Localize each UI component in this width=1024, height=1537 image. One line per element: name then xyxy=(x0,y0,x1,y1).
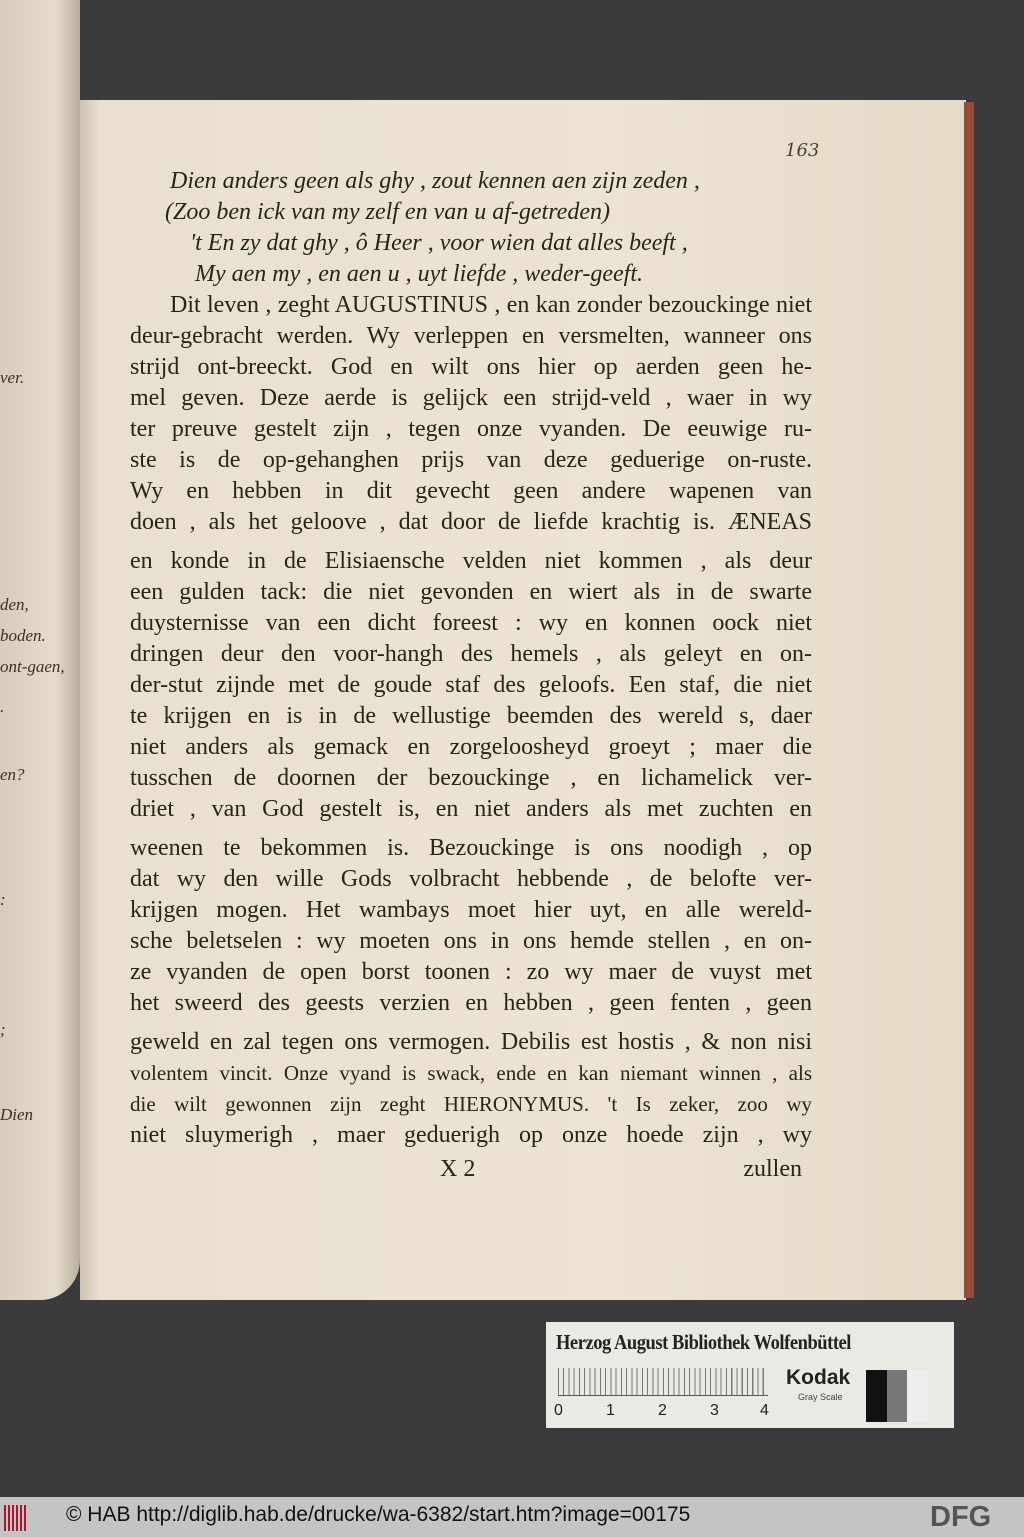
catchword: zullen xyxy=(743,1156,802,1182)
text-line: weenen te bekommen is. Bezouckinge is ons noodigh , op xyxy=(130,835,812,861)
text-line: tusschen de doornen der bezouckinge , en lichamelick ver- xyxy=(130,765,812,791)
text-line: doen , als het geloove , dat door de liefde krachtig is. ÆNEAS xyxy=(130,509,812,535)
text-line: volentem vincit. Onze vyand is swack, ende en kan niemant winnen , als xyxy=(130,1061,812,1085)
page-red-edge xyxy=(964,102,974,1298)
text-line: dat wy den wille Gods volbracht hebbende , de belofte ver- xyxy=(130,866,812,892)
ruler-label: 0 xyxy=(554,1402,563,1419)
copyright-link[interactable]: © HAB http://diglib.hab.de/drucke/wa-6382/start.htm?image=00175 xyxy=(66,1503,691,1526)
margin-fragment: Dien xyxy=(0,1105,34,1124)
text-line: te krijgen en is in de wellustige beemden des wereld s, daer xyxy=(130,703,812,729)
text-line: geweld en zal tegen ons vermogen. Debilis est hostis , & non nisi xyxy=(130,1029,812,1055)
ruler-label: 3 xyxy=(710,1402,719,1419)
text-line: ze vyanden de open borst toonen : zo wy maer de vuyst met xyxy=(130,959,812,985)
text-line: My aen my , en aen u , uyt liefde , weder-geeft. xyxy=(195,261,644,287)
left-page-edge xyxy=(0,0,80,1300)
text-line: een gulden tack: die niet gevonden en wiert als in de swarte xyxy=(130,579,812,605)
margin-fragment: en? xyxy=(0,765,25,784)
text-line: het sweerd des geests verzien en hebben , geen fenten , geen xyxy=(130,990,812,1016)
ruler xyxy=(558,1368,768,1396)
signature-line xyxy=(130,1154,812,1185)
margin-fragment: den, xyxy=(0,595,29,614)
text-line: die wilt gewonnen zijn zeght HIERONYMUS. 't Is zeker, zoo wy xyxy=(130,1092,812,1116)
margin-fragment: ont-gaen, xyxy=(0,657,65,676)
gray-scale-label: Gray Scale xyxy=(798,1392,843,1402)
card-title: Herzog August Bibliothek Wolfenbüttel xyxy=(556,1330,852,1354)
text-line: Dien anders geen als ghy , zout kennen aen zijn zeden , xyxy=(170,168,700,194)
text-line: der-stut zijnde met de goude staf des geloofs. Een staf, die niet xyxy=(130,672,812,698)
text-line: driet , van God gestelt is, en niet anders als met zuchten en xyxy=(130,796,812,822)
hab-logo-icon xyxy=(4,1505,26,1531)
signature-mark: X 2 xyxy=(440,1156,476,1182)
dfg-logo: DFG xyxy=(930,1501,992,1533)
text-line: (Zoo ben ick van my zelf en van u af-getreden) xyxy=(165,199,610,225)
color-calibration-card xyxy=(546,1322,954,1428)
ruler-label: 1 xyxy=(606,1402,615,1419)
margin-fragment: : xyxy=(0,890,6,909)
text-line: en konde in de Elisiaensche velden niet kommen , als deur xyxy=(130,548,812,574)
text-line: sche beletselen : wy moeten ons in ons hemde stellen , en on- xyxy=(130,928,812,954)
text-line: mel geven. Deze aerde is gelijck een strijd-veld , waer in wy xyxy=(130,385,812,411)
margin-fragment: ver. xyxy=(0,368,25,387)
footer-bar xyxy=(0,1497,1024,1537)
text-line: krijgen mogen. Het wambays moet hier uyt, en alle wereld- xyxy=(130,897,812,923)
gray-swatch xyxy=(866,1370,928,1422)
margin-fragment: ; xyxy=(0,1020,6,1039)
text-line: strijd ont-breeckt. God en wilt ons hier op aerden geen he- xyxy=(130,354,812,380)
page-number: 163 xyxy=(785,140,820,161)
ruler-label: 2 xyxy=(658,1402,667,1419)
text-line: niet anders als gemack en zorgeloosheyd groeyt ; maer die xyxy=(130,734,812,760)
text-line: ter preuve gestelt zijn , tegen onze vyanden. De eeuwige ru- xyxy=(130,416,812,442)
margin-fragment: boden. xyxy=(0,626,46,645)
kodak-logo: Kodak xyxy=(786,1366,851,1389)
margin-fragment: . xyxy=(0,697,5,716)
text-line: dringen deur den voor-hangh des hemels , als geleyt en on- xyxy=(130,641,812,667)
text-line: 't En zy dat ghy , ô Heer , voor wien dat alles beeft , xyxy=(190,230,688,256)
text-line: duysternisse van een dicht foreest : wy en konnen oock niet xyxy=(130,610,812,636)
ruler-label: 4 xyxy=(760,1402,769,1419)
text-line: Wy en hebben in dit gevecht geen andere wapenen van xyxy=(130,478,812,504)
text-line: Dit leven , zeght AUGUSTINUS , en kan zonder bezouckinge niet xyxy=(170,292,812,318)
text-line: niet sluymerigh , maer geduerigh op onze hoede zijn , wy xyxy=(130,1122,812,1148)
text-line: deur-gebracht werden. Wy verleppen en versmelten, wanneer ons xyxy=(130,323,812,349)
text-line: ste is de op-gehanghen prijs van deze geduerige on-ruste. xyxy=(130,447,812,473)
